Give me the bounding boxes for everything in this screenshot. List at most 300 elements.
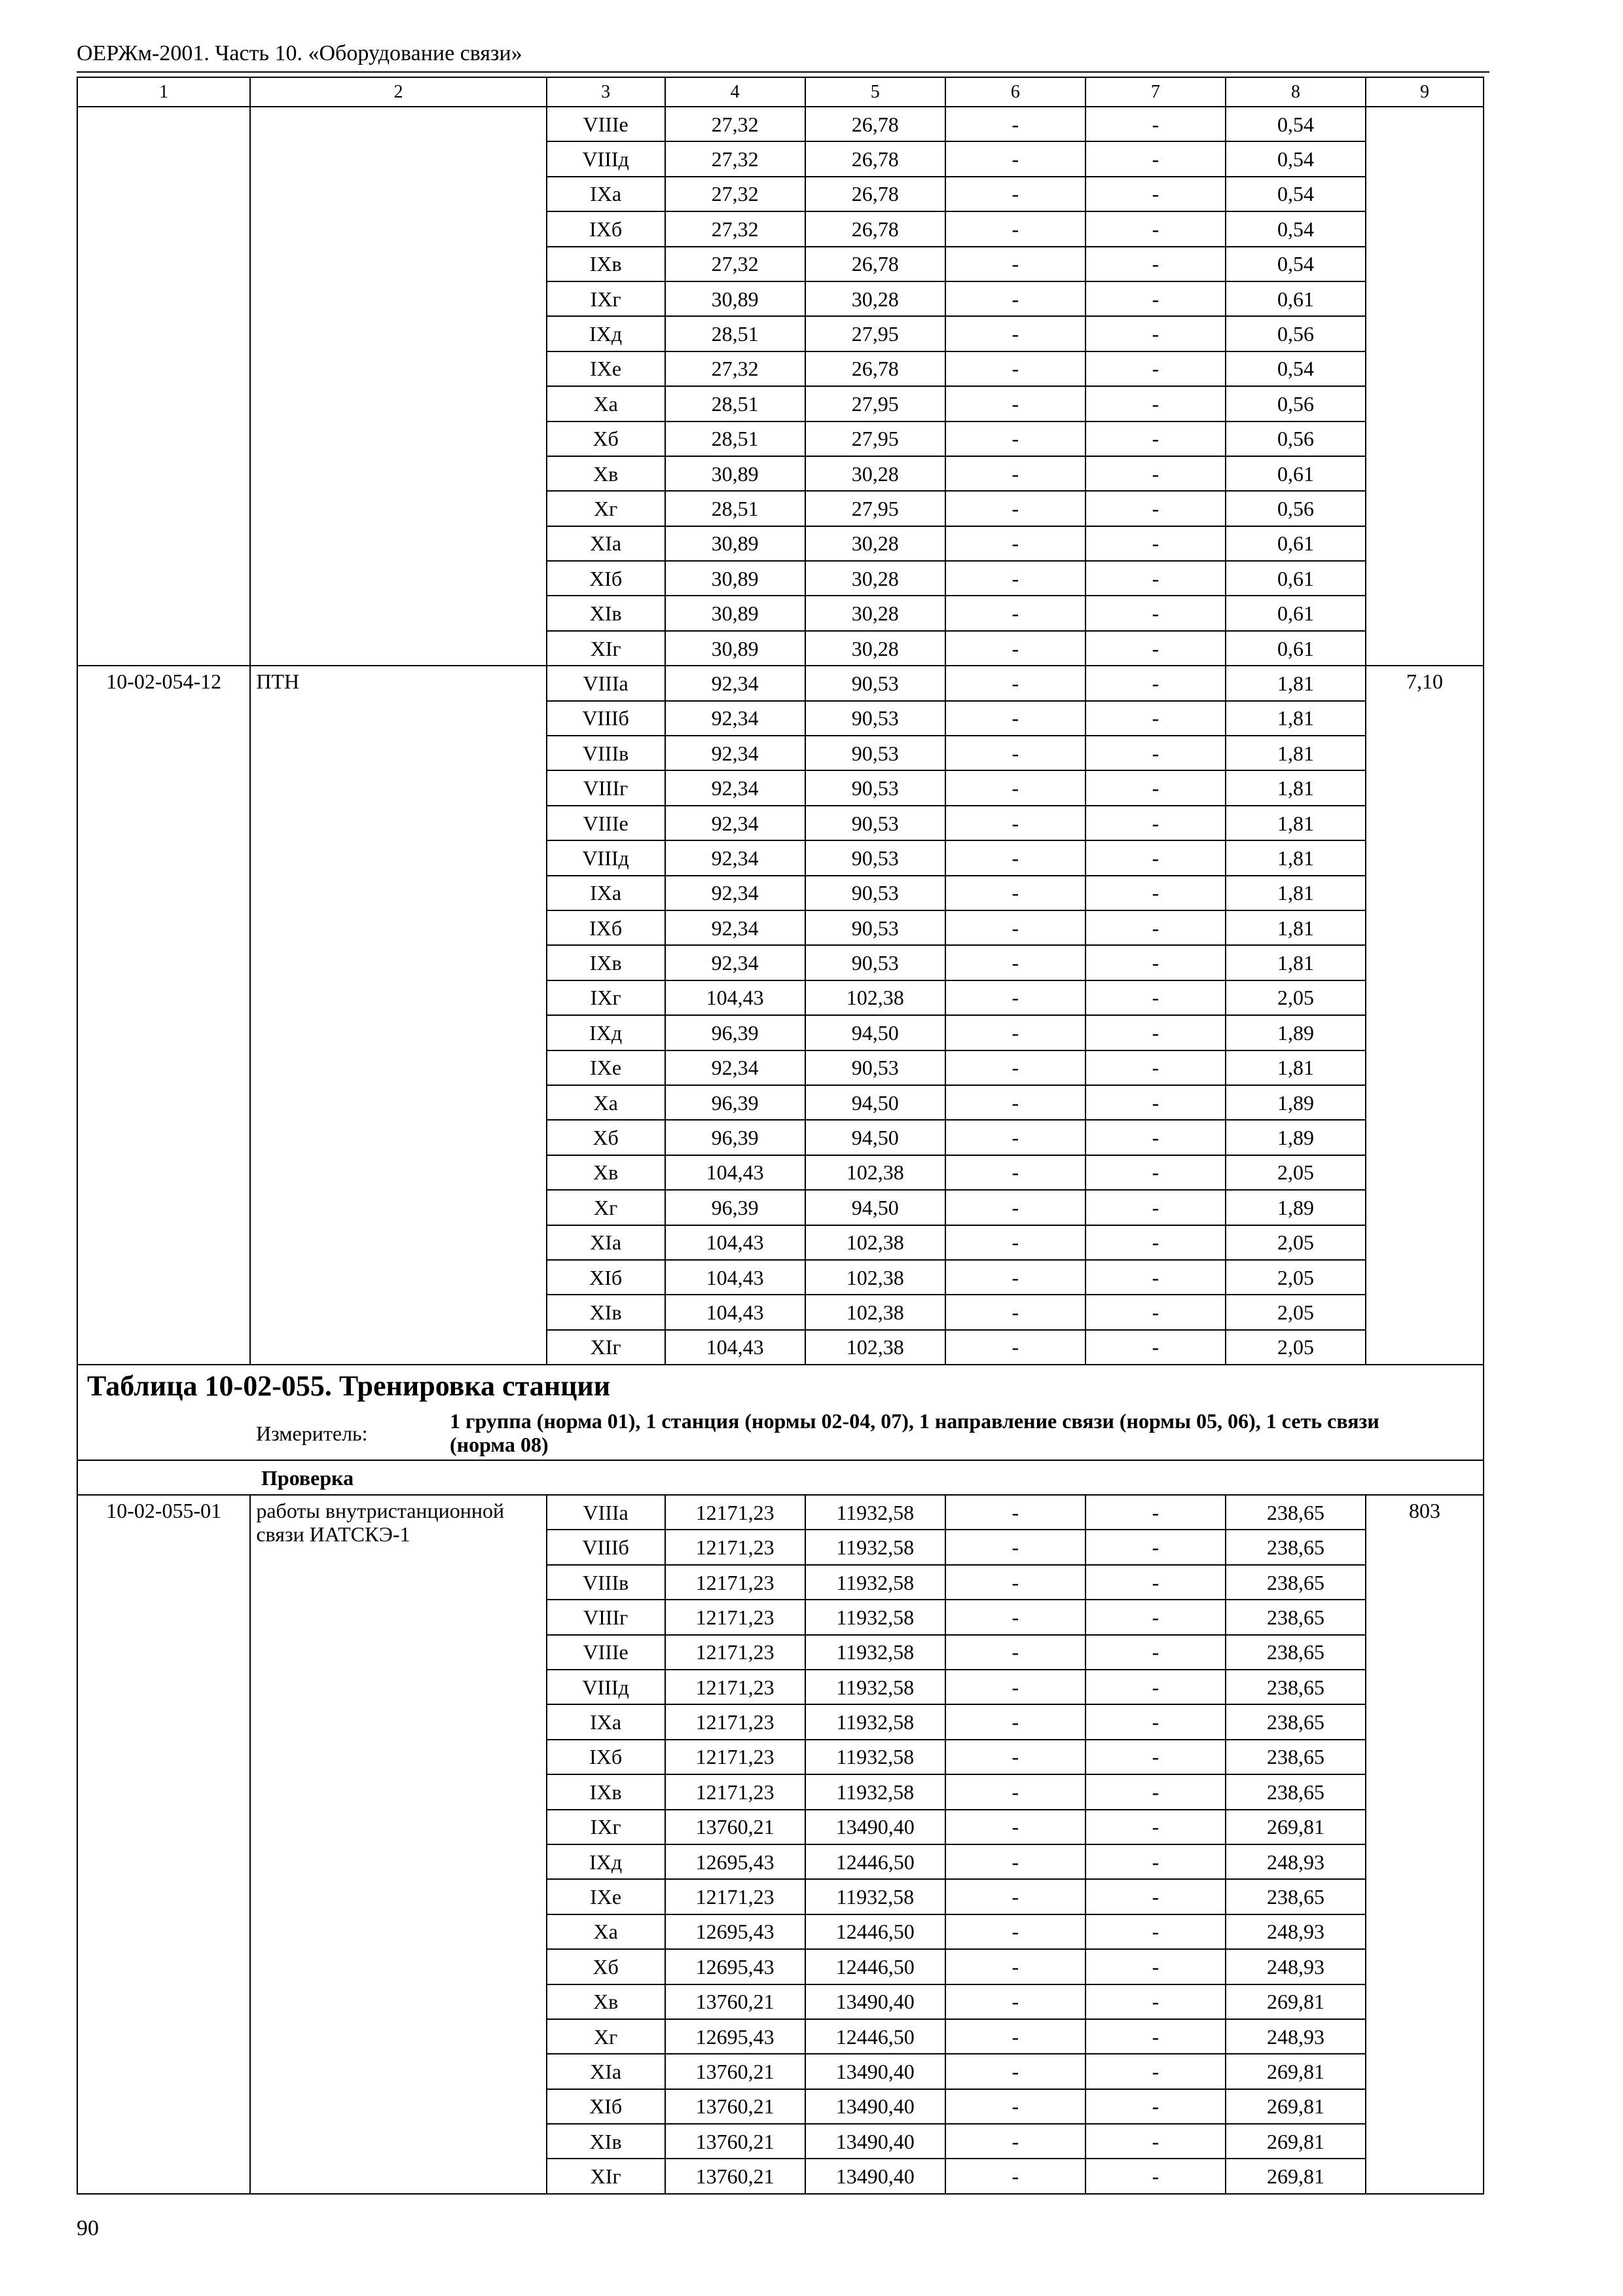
materials-cell: 0,61 bbox=[1226, 526, 1366, 561]
materials-cell: 2,05 bbox=[1226, 980, 1366, 1015]
zone-cell: Xг bbox=[547, 491, 665, 526]
total-cost-cell: 30,89 bbox=[665, 596, 805, 630]
zone-cell: Xб bbox=[547, 1949, 665, 1984]
total-cost-cell: 30,89 bbox=[665, 456, 805, 491]
driver-wages-cell: - bbox=[1085, 910, 1226, 945]
wages-cell: 30,28 bbox=[805, 596, 945, 630]
wages-cell: 90,53 bbox=[805, 666, 945, 700]
materials-cell: 269,81 bbox=[1226, 2124, 1366, 2159]
total-cost-cell: 30,89 bbox=[665, 281, 805, 316]
driver-wages-cell: - bbox=[1085, 1635, 1226, 1670]
total-cost-cell: 12171,23 bbox=[665, 1635, 805, 1670]
driver-wages-cell: - bbox=[1085, 1879, 1226, 1914]
wages-cell: 12446,50 bbox=[805, 1844, 945, 1879]
wages-cell: 26,78 bbox=[805, 141, 945, 176]
driver-wages-cell: - bbox=[1085, 1810, 1226, 1844]
wages-cell: 94,50 bbox=[805, 1015, 945, 1050]
wages-cell: 13490,40 bbox=[805, 1984, 945, 2019]
driver-wages-cell: - bbox=[1085, 1330, 1226, 1365]
driver-wages-cell: - bbox=[1085, 1295, 1226, 1329]
column-number-row bbox=[77, 77, 1484, 107]
materials-cell: 0,54 bbox=[1226, 211, 1366, 246]
measure-cell bbox=[77, 1407, 1484, 1460]
materials-cell: 0,61 bbox=[1226, 456, 1366, 491]
driver-wages-cell: - bbox=[1085, 247, 1226, 281]
block-continuation bbox=[77, 107, 1484, 666]
total-cost-cell: 27,32 bbox=[665, 211, 805, 246]
column-number: 8 bbox=[1226, 77, 1366, 107]
labor-cell bbox=[1366, 107, 1484, 666]
materials-cell: 238,65 bbox=[1226, 1565, 1366, 1600]
driver-wages-cell: - bbox=[1085, 2054, 1226, 2089]
zone-cell: IXa bbox=[547, 876, 665, 910]
wages-cell: 90,53 bbox=[805, 876, 945, 910]
materials-cell: 238,65 bbox=[1226, 1600, 1366, 1634]
driver-wages-cell: - bbox=[1085, 1565, 1226, 1600]
total-cost-cell: 12171,23 bbox=[665, 1879, 805, 1914]
wages-cell: 13490,40 bbox=[805, 2159, 945, 2193]
machines-cell: - bbox=[945, 1635, 1085, 1670]
zone-cell: VIIIe bbox=[547, 107, 665, 141]
driver-wages-cell: - bbox=[1085, 1225, 1226, 1260]
total-cost-cell: 92,34 bbox=[665, 736, 805, 770]
machines-cell: - bbox=[945, 840, 1085, 875]
total-cost-cell: 27,32 bbox=[665, 107, 805, 141]
header-rule bbox=[77, 71, 1489, 73]
total-cost-cell: 30,89 bbox=[665, 561, 805, 596]
zone-cell: XIг bbox=[547, 1330, 665, 1365]
total-cost-cell: 92,34 bbox=[665, 945, 805, 980]
block-ptn bbox=[77, 666, 1484, 1365]
wages-cell: 11932,58 bbox=[805, 1774, 945, 1809]
total-cost-cell: 27,32 bbox=[665, 351, 805, 386]
materials-cell: 0,56 bbox=[1226, 386, 1366, 421]
block-iatske bbox=[77, 1495, 1484, 2194]
wages-cell: 13490,40 bbox=[805, 2089, 945, 2124]
driver-wages-cell: - bbox=[1085, 701, 1226, 736]
total-cost-cell: 92,34 bbox=[665, 770, 805, 805]
driver-wages-cell: - bbox=[1085, 281, 1226, 316]
wages-cell: 27,95 bbox=[805, 491, 945, 526]
materials-cell: 1,81 bbox=[1226, 1050, 1366, 1085]
machines-cell: - bbox=[945, 1530, 1085, 1564]
zone-cell: Xб bbox=[547, 422, 665, 456]
page-number: 90 bbox=[77, 2216, 99, 2240]
wages-cell: 94,50 bbox=[805, 1190, 945, 1225]
zone-cell: XIв bbox=[547, 2124, 665, 2159]
total-cost-cell: 13760,21 bbox=[665, 1984, 805, 2019]
wages-cell: 102,38 bbox=[805, 1260, 945, 1295]
driver-wages-cell: - bbox=[1085, 456, 1226, 491]
wages-cell: 26,78 bbox=[805, 351, 945, 386]
zone-cell: VIIIг bbox=[547, 770, 665, 805]
total-cost-cell: 96,39 bbox=[665, 1085, 805, 1120]
column-number: 4 bbox=[665, 77, 805, 107]
zone-cell: IXe bbox=[547, 1879, 665, 1914]
table-row bbox=[77, 666, 1484, 700]
wages-cell: 11932,58 bbox=[805, 1704, 945, 1739]
driver-wages-cell: - bbox=[1085, 1120, 1226, 1155]
materials-cell: 1,81 bbox=[1226, 945, 1366, 980]
total-cost-cell: 13760,21 bbox=[665, 2159, 805, 2193]
materials-cell: 238,65 bbox=[1226, 1774, 1366, 1809]
zone-cell: XIб bbox=[547, 2089, 665, 2124]
machines-cell: - bbox=[945, 456, 1085, 491]
total-cost-cell: 27,32 bbox=[665, 141, 805, 176]
total-cost-cell: 30,89 bbox=[665, 526, 805, 561]
section-title-row bbox=[77, 1365, 1484, 1407]
materials-cell: 0,56 bbox=[1226, 316, 1366, 351]
materials-cell: 238,65 bbox=[1226, 1530, 1366, 1564]
total-cost-cell: 104,43 bbox=[665, 1295, 805, 1329]
wages-cell: 11932,58 bbox=[805, 1670, 945, 1704]
machines-cell: - bbox=[945, 107, 1085, 141]
materials-cell: 1,81 bbox=[1226, 876, 1366, 910]
total-cost-cell: 13760,21 bbox=[665, 2089, 805, 2124]
materials-cell: 238,65 bbox=[1226, 1704, 1366, 1739]
zone-cell: IXд bbox=[547, 1844, 665, 1879]
driver-wages-cell: - bbox=[1085, 980, 1226, 1015]
machines-cell: - bbox=[945, 422, 1085, 456]
total-cost-cell: 12171,23 bbox=[665, 1565, 805, 1600]
code-cell bbox=[77, 107, 250, 666]
zone-cell: IXa bbox=[547, 177, 665, 211]
total-cost-cell: 12171,23 bbox=[665, 1670, 805, 1704]
section-title-cell bbox=[77, 1365, 1484, 1407]
driver-wages-cell: - bbox=[1085, 770, 1226, 805]
total-cost-cell: 92,34 bbox=[665, 840, 805, 875]
wages-cell: 26,78 bbox=[805, 211, 945, 246]
total-cost-cell: 12171,23 bbox=[665, 1495, 805, 1530]
labor-cell: 7,10 bbox=[1366, 666, 1484, 1365]
measure-row bbox=[77, 1407, 1484, 1460]
driver-wages-cell: - bbox=[1085, 1844, 1226, 1879]
machines-cell: - bbox=[945, 1704, 1085, 1739]
zone-cell: VIIIe bbox=[547, 1635, 665, 1670]
driver-wages-cell: - bbox=[1085, 211, 1226, 246]
machines-cell: - bbox=[945, 316, 1085, 351]
wages-cell: 30,28 bbox=[805, 561, 945, 596]
machines-cell: - bbox=[945, 1330, 1085, 1365]
wages-cell: 102,38 bbox=[805, 1225, 945, 1260]
wages-cell: 30,28 bbox=[805, 526, 945, 561]
measure-text: 1 группа (норма 01), 1 станция (нормы 02-04, 07), 1 направление связи (нормы 05, 06), 1 сеть связи (норма 08) bbox=[450, 1409, 1379, 1457]
machines-cell: - bbox=[945, 1949, 1085, 1984]
driver-wages-cell: - bbox=[1085, 1190, 1226, 1225]
zone-cell: IXг bbox=[547, 980, 665, 1015]
zone-cell: IXв bbox=[547, 247, 665, 281]
machines-cell: - bbox=[945, 1984, 1085, 2019]
machines-cell: - bbox=[945, 2054, 1085, 2089]
zone-cell: IXв bbox=[547, 1774, 665, 1809]
zone-cell: Xв bbox=[547, 1984, 665, 2019]
machines-cell: - bbox=[945, 561, 1085, 596]
column-number: 7 bbox=[1085, 77, 1226, 107]
total-cost-cell: 13760,21 bbox=[665, 2124, 805, 2159]
zone-cell: Xa bbox=[547, 1914, 665, 1949]
machines-cell: - bbox=[945, 1879, 1085, 1914]
wages-cell: 30,28 bbox=[805, 631, 945, 666]
wages-cell: 13490,40 bbox=[805, 1810, 945, 1844]
total-cost-cell: 28,51 bbox=[665, 386, 805, 421]
machines-cell: - bbox=[945, 1190, 1085, 1225]
zone-cell: XIa bbox=[547, 1225, 665, 1260]
driver-wages-cell: - bbox=[1085, 1260, 1226, 1295]
zone-cell: XIг bbox=[547, 2159, 665, 2193]
machines-cell: - bbox=[945, 876, 1085, 910]
column-number: 1 bbox=[77, 77, 250, 107]
wages-cell: 26,78 bbox=[805, 177, 945, 211]
zone-cell: IXв bbox=[547, 945, 665, 980]
machines-cell: - bbox=[945, 281, 1085, 316]
materials-cell: 1,81 bbox=[1226, 910, 1366, 945]
machines-cell: - bbox=[945, 1565, 1085, 1600]
total-cost-cell: 27,32 bbox=[665, 247, 805, 281]
wages-cell: 102,38 bbox=[805, 1295, 945, 1329]
materials-cell: 0,56 bbox=[1226, 422, 1366, 456]
wages-cell: 27,95 bbox=[805, 316, 945, 351]
machines-cell: - bbox=[945, 177, 1085, 211]
driver-wages-cell: - bbox=[1085, 840, 1226, 875]
zone-cell: Xa bbox=[547, 1085, 665, 1120]
wages-cell: 90,53 bbox=[805, 770, 945, 805]
machines-cell: - bbox=[945, 247, 1085, 281]
materials-cell: 2,05 bbox=[1226, 1225, 1366, 1260]
machines-cell: - bbox=[945, 910, 1085, 945]
zone-cell: XIб bbox=[547, 561, 665, 596]
wages-cell: 102,38 bbox=[805, 980, 945, 1015]
driver-wages-cell: - bbox=[1085, 2124, 1226, 2159]
machines-cell: - bbox=[945, 2089, 1085, 2124]
total-cost-cell: 13760,21 bbox=[665, 2054, 805, 2089]
total-cost-cell: 104,43 bbox=[665, 1225, 805, 1260]
zone-cell: IXa bbox=[547, 1704, 665, 1739]
driver-wages-cell: - bbox=[1085, 596, 1226, 630]
machines-cell: - bbox=[945, 736, 1085, 770]
norms-table bbox=[77, 77, 1484, 2195]
page-header: ОЕРЖм-2001. Часть 10. «Оборудование связи» bbox=[77, 41, 522, 65]
driver-wages-cell: - bbox=[1085, 2089, 1226, 2124]
zone-cell: IXд bbox=[547, 1015, 665, 1050]
driver-wages-cell: - bbox=[1085, 177, 1226, 211]
wages-cell: 30,28 bbox=[805, 281, 945, 316]
zone-cell: XIa bbox=[547, 2054, 665, 2089]
machines-cell: - bbox=[945, 806, 1085, 840]
wages-cell: 26,78 bbox=[805, 247, 945, 281]
materials-cell: 0,61 bbox=[1226, 596, 1366, 630]
measure-label: Измеритель: bbox=[256, 1422, 368, 1446]
machines-cell: - bbox=[945, 526, 1085, 561]
materials-cell: 2,05 bbox=[1226, 1330, 1366, 1365]
wages-cell: 12446,50 bbox=[805, 1949, 945, 1984]
driver-wages-cell: - bbox=[1085, 386, 1226, 421]
materials-cell: 238,65 bbox=[1226, 1495, 1366, 1530]
machines-cell: - bbox=[945, 1155, 1085, 1190]
machines-cell: - bbox=[945, 1260, 1085, 1295]
driver-wages-cell: - bbox=[1085, 1704, 1226, 1739]
machines-cell: - bbox=[945, 351, 1085, 386]
materials-cell: 2,05 bbox=[1226, 1155, 1366, 1190]
zone-cell: XIв bbox=[547, 1295, 665, 1329]
table-row bbox=[77, 107, 1484, 141]
total-cost-cell: 27,32 bbox=[665, 177, 805, 211]
wages-cell: 12446,50 bbox=[805, 2019, 945, 2054]
section-title: Таблица 10-02-055. Тренировка станции bbox=[87, 1370, 611, 1403]
total-cost-cell: 104,43 bbox=[665, 1155, 805, 1190]
driver-wages-cell: - bbox=[1085, 107, 1226, 141]
total-cost-cell: 12171,23 bbox=[665, 1774, 805, 1809]
zone-cell: IXб bbox=[547, 211, 665, 246]
materials-cell: 269,81 bbox=[1226, 1984, 1366, 2019]
machines-cell: - bbox=[945, 1774, 1085, 1809]
zone-cell: IXб bbox=[547, 910, 665, 945]
driver-wages-cell: - bbox=[1085, 526, 1226, 561]
zone-cell: Xб bbox=[547, 1120, 665, 1155]
machines-cell: - bbox=[945, 631, 1085, 666]
wages-cell: 11932,58 bbox=[805, 1495, 945, 1530]
materials-cell: 0,54 bbox=[1226, 351, 1366, 386]
driver-wages-cell: - bbox=[1085, 1984, 1226, 2019]
materials-cell: 248,93 bbox=[1226, 2019, 1366, 2054]
driver-wages-cell: - bbox=[1085, 666, 1226, 700]
zone-cell: IXб bbox=[547, 1740, 665, 1774]
materials-cell: 238,65 bbox=[1226, 1740, 1366, 1774]
wages-cell: 11932,58 bbox=[805, 1879, 945, 1914]
table-row bbox=[77, 1495, 1484, 1530]
total-cost-cell: 12171,23 bbox=[665, 1530, 805, 1564]
total-cost-cell: 12171,23 bbox=[665, 1704, 805, 1739]
wages-cell: 90,53 bbox=[805, 840, 945, 875]
zone-cell: IXг bbox=[547, 281, 665, 316]
total-cost-cell: 92,34 bbox=[665, 876, 805, 910]
materials-cell: 0,61 bbox=[1226, 281, 1366, 316]
total-cost-cell: 104,43 bbox=[665, 1260, 805, 1295]
total-cost-cell: 96,39 bbox=[665, 1190, 805, 1225]
driver-wages-cell: - bbox=[1085, 1600, 1226, 1634]
total-cost-cell: 28,51 bbox=[665, 422, 805, 456]
zone-cell: VIIIв bbox=[547, 1565, 665, 1600]
subheading-cell bbox=[77, 1460, 1484, 1495]
machines-cell: - bbox=[945, 2159, 1085, 2193]
machines-cell: - bbox=[945, 386, 1085, 421]
driver-wages-cell: - bbox=[1085, 2159, 1226, 2193]
wages-cell: 11932,58 bbox=[805, 1565, 945, 1600]
machines-cell: - bbox=[945, 701, 1085, 736]
wages-cell: 11932,58 bbox=[805, 1600, 945, 1634]
name-cell bbox=[250, 107, 546, 666]
machines-cell: - bbox=[945, 1670, 1085, 1704]
materials-cell: 248,93 bbox=[1226, 1949, 1366, 1984]
materials-cell: 248,93 bbox=[1226, 1844, 1366, 1879]
materials-cell: 0,56 bbox=[1226, 491, 1366, 526]
zone-cell: XIг bbox=[547, 631, 665, 666]
subheading-row bbox=[77, 1460, 1484, 1495]
machines-cell: - bbox=[945, 2019, 1085, 2054]
labor-cell: 803 bbox=[1366, 1495, 1484, 2194]
total-cost-cell: 92,34 bbox=[665, 806, 805, 840]
column-number: 2 bbox=[250, 77, 546, 107]
driver-wages-cell: - bbox=[1085, 1015, 1226, 1050]
zone-cell: IXe bbox=[547, 1050, 665, 1085]
wages-cell: 27,95 bbox=[805, 422, 945, 456]
driver-wages-cell: - bbox=[1085, 806, 1226, 840]
driver-wages-cell: - bbox=[1085, 316, 1226, 351]
total-cost-cell: 12171,23 bbox=[665, 1740, 805, 1774]
zone-cell: IXe bbox=[547, 351, 665, 386]
materials-cell: 269,81 bbox=[1226, 2054, 1366, 2089]
driver-wages-cell: - bbox=[1085, 1949, 1226, 1984]
zone-cell: VIIIa bbox=[547, 666, 665, 700]
wages-cell: 102,38 bbox=[805, 1155, 945, 1190]
machines-cell: - bbox=[945, 1600, 1085, 1634]
materials-cell: 0,54 bbox=[1226, 247, 1366, 281]
machines-cell: - bbox=[945, 770, 1085, 805]
materials-cell: 0,54 bbox=[1226, 107, 1366, 141]
materials-cell: 2,05 bbox=[1226, 1295, 1366, 1329]
driver-wages-cell: - bbox=[1085, 1155, 1226, 1190]
wages-cell: 12446,50 bbox=[805, 1914, 945, 1949]
machines-cell: - bbox=[945, 1120, 1085, 1155]
zone-cell: Xг bbox=[547, 2019, 665, 2054]
zone-cell: VIIIд bbox=[547, 840, 665, 875]
machines-cell: - bbox=[945, 1844, 1085, 1879]
zone-cell: VIIIa bbox=[547, 1495, 665, 1530]
total-cost-cell: 28,51 bbox=[665, 316, 805, 351]
materials-cell: 0,61 bbox=[1226, 631, 1366, 666]
materials-cell: 248,93 bbox=[1226, 1914, 1366, 1949]
materials-cell: 2,05 bbox=[1226, 1260, 1366, 1295]
zone-cell: IXд bbox=[547, 316, 665, 351]
driver-wages-cell: - bbox=[1085, 631, 1226, 666]
driver-wages-cell: - bbox=[1085, 1050, 1226, 1085]
machines-cell: - bbox=[945, 1810, 1085, 1844]
total-cost-cell: 96,39 bbox=[665, 1015, 805, 1050]
machines-cell: - bbox=[945, 1085, 1085, 1120]
zone-cell: XIв bbox=[547, 596, 665, 630]
total-cost-cell: 92,34 bbox=[665, 1050, 805, 1085]
zone-cell: VIIIв bbox=[547, 736, 665, 770]
total-cost-cell: 104,43 bbox=[665, 1330, 805, 1365]
machines-cell: - bbox=[945, 1225, 1085, 1260]
wages-cell: 13490,40 bbox=[805, 2124, 945, 2159]
zone-cell: VIIIд bbox=[547, 141, 665, 176]
driver-wages-cell: - bbox=[1085, 1530, 1226, 1564]
driver-wages-cell: - bbox=[1085, 1495, 1226, 1530]
total-cost-cell: 92,34 bbox=[665, 666, 805, 700]
zone-cell: XIa bbox=[547, 526, 665, 561]
name-cell: работы внутристанционной связи ИАТСКЭ-1 bbox=[250, 1495, 546, 2194]
wages-cell: 90,53 bbox=[805, 736, 945, 770]
machines-cell: - bbox=[945, 666, 1085, 700]
wages-cell: 30,28 bbox=[805, 456, 945, 491]
wages-cell: 90,53 bbox=[805, 945, 945, 980]
driver-wages-cell: - bbox=[1085, 1774, 1226, 1809]
zone-cell: VIIIг bbox=[547, 1600, 665, 1634]
driver-wages-cell: - bbox=[1085, 491, 1226, 526]
total-cost-cell: 96,39 bbox=[665, 1120, 805, 1155]
machines-cell: - bbox=[945, 1050, 1085, 1085]
driver-wages-cell: - bbox=[1085, 141, 1226, 176]
zone-cell: Xв bbox=[547, 456, 665, 491]
materials-cell: 1,89 bbox=[1226, 1190, 1366, 1225]
total-cost-cell: 12171,23 bbox=[665, 1600, 805, 1634]
driver-wages-cell: - bbox=[1085, 945, 1226, 980]
machines-cell: - bbox=[945, 1015, 1085, 1050]
machines-cell: - bbox=[945, 1740, 1085, 1774]
driver-wages-cell: - bbox=[1085, 1670, 1226, 1704]
wages-cell: 90,53 bbox=[805, 806, 945, 840]
materials-cell: 238,65 bbox=[1226, 1635, 1366, 1670]
